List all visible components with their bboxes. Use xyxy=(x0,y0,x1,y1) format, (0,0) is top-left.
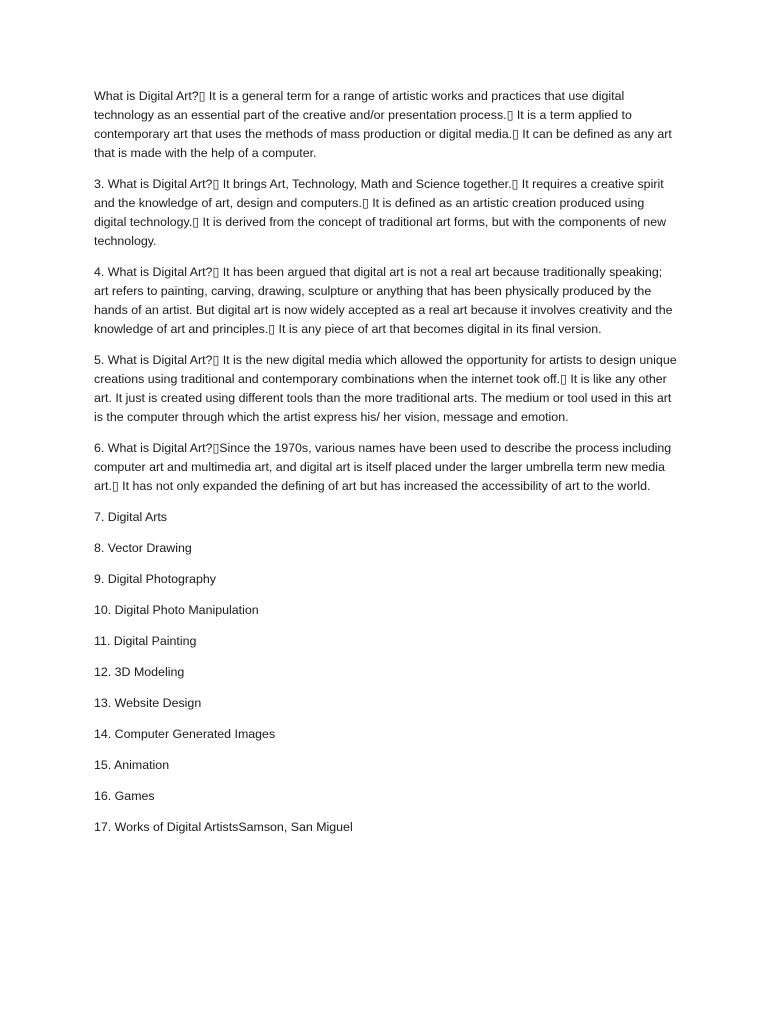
list-item-digital-photo-manipulation: 10. Digital Photo Manipulation xyxy=(94,603,259,617)
list-item-digital-photography: 9. Digital Photography xyxy=(94,572,216,586)
list-item-3d-modeling: 12. 3D Modeling xyxy=(94,665,185,679)
paragraph-what-is-digital-art: What is Digital Art?▯ It is a general term for a range of artistic works and practices that use digital technology as an essential part of the creative and/or presentation process.▯ It is a term applied to contemporary art that uses the methods of mass production or digital media.▯ It can be defined as any art that is made with the help of a computer. xyxy=(94,89,672,160)
list-item-digital-arts: 7. Digital Arts xyxy=(94,510,167,524)
paragraph-5: 5. What is Digital Art?▯ It is the new digital media which allowed the opportunity for artists to design unique creations using traditional and contemporary combinations when the internet took off.▯ It is like any other art. It just is created using different tools than the more traditional arts. The medium or tool used in this art is the computer through which the artist express his/ her vision, message and emotion. xyxy=(94,353,677,424)
list-item-animation: 15. Animation xyxy=(94,758,170,772)
list-item-digital-painting: 11. Digital Painting xyxy=(94,634,197,648)
paragraph-4: 4. What is Digital Art?▯ It has been argued that digital art is not a real art because traditionally speaking; art refers to painting, carving, drawing, sculpture or anything that has been physically produced by the hands of an artist. But digital art is now widely accepted as a real art because it involves creativity and the knowledge of art and principles.▯ It is any piece of art that becomes digital in its final version. xyxy=(94,265,673,336)
list-item-website-design: 13. Website Design xyxy=(94,696,202,710)
document-body xyxy=(94,87,678,849)
list-item-works-of-digital-artists: 17. Works of Digital ArtistsSamson, San Miguel xyxy=(94,820,353,834)
list-item-computer-generated-images: 14. Computer Generated Images xyxy=(94,727,276,741)
paragraph-3: 3. What is Digital Art?▯ It brings Art, Technology, Math and Science together.▯ It requires a creative spirit and the knowledge of art, design and computers.▯ It is defined as an artistic creation produced using digital technology.▯ It is derived from the concept of traditional art forms, but with the components of new technology. xyxy=(94,177,667,248)
paragraph-6: 6. What is Digital Art?▯Since the 1970s, various names have been used to describe the process including computer art and multimedia art, and digital art is itself placed under the larger umbrella term new media art.▯ It has not only expanded the defining of art but has increased the accessibility of art to the world. xyxy=(94,441,672,493)
list-item-vector-drawing: 8. Vector Drawing xyxy=(94,541,192,555)
list-item-games: 16. Games xyxy=(94,789,155,803)
